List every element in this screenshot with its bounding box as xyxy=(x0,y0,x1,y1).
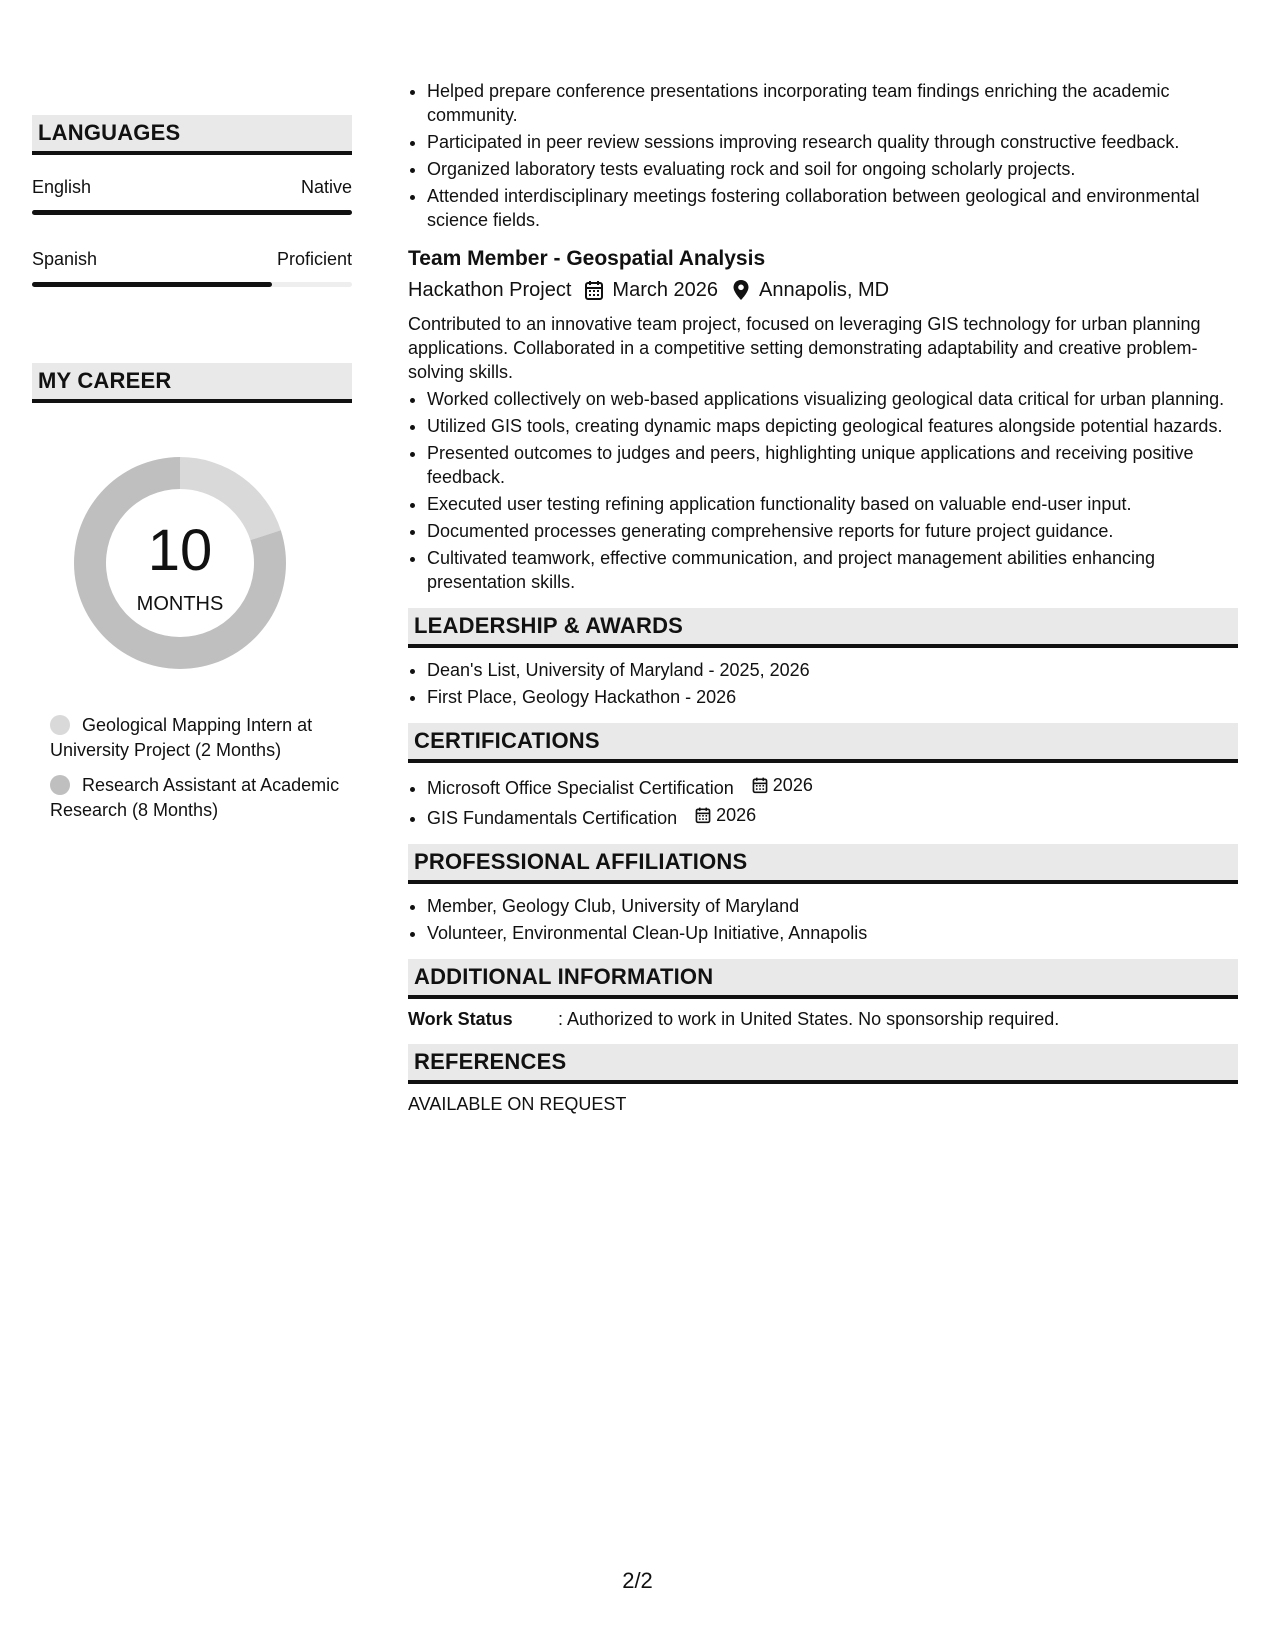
certification-year: 2026 xyxy=(772,775,813,795)
career-legend-label: Research Assistant at Academic Research (8 Months) xyxy=(50,775,340,820)
left-column xyxy=(32,115,352,833)
career-heading: MY CAREER xyxy=(32,363,352,403)
list-item: • Worked collectively on web-based applications visualizing geological data critical for urban planning. xyxy=(427,387,1238,411)
job-bullets xyxy=(408,387,1238,594)
career-total-months: 10 xyxy=(147,518,213,583)
work-status-value: : Authorized to work in United States. No sponsorship required. xyxy=(558,1009,1060,1029)
list-item: • First Place, Geology Hackathon - 2026 xyxy=(427,685,1238,709)
job-location: Annapolis, MD xyxy=(759,279,890,301)
career-legend xyxy=(32,713,350,823)
list-item: • Member, Geology Club, University of Maryland xyxy=(427,894,1238,918)
language-level-bar xyxy=(32,210,352,215)
career-legend-label: Geological Mapping Intern at University Project (2 Months) xyxy=(50,715,313,760)
languages-heading: LANGUAGES xyxy=(32,115,352,155)
list-item: • Helped prepare conference presentations incorporating team findings enriching the academic community. xyxy=(427,79,1238,127)
list-item: • Presented outcomes to judges and peers, highlighting unique applications and receiving positive feedback. xyxy=(427,441,1238,489)
language-level-fill xyxy=(32,282,272,287)
language-level: Native xyxy=(300,177,352,197)
job-description: Contributed to an innovative team project, focused on leveraging GIS technology for urban planning applications. Collaborated in a competitive setting demonstrating adaptability and creative problem-solving skills. xyxy=(408,314,1201,382)
references-text: AVAILABLE ON REQUEST xyxy=(408,1094,627,1114)
language-spanish xyxy=(32,249,352,287)
job-meta xyxy=(408,276,1238,304)
leadership-list xyxy=(408,658,1238,709)
legend-dot-icon xyxy=(50,715,70,735)
additional-info-heading: ADDITIONAL INFORMATION xyxy=(408,959,1238,999)
previous-job-bullets xyxy=(408,79,1238,232)
location-pin-icon xyxy=(730,279,752,301)
certifications-list xyxy=(408,773,1238,830)
list-item: • Dean's List, University of Maryland - 2025, 2026 xyxy=(427,658,1238,682)
right-column xyxy=(408,79,1238,1115)
certifications-heading: CERTIFICATIONS xyxy=(408,723,1238,763)
leadership-heading: LEADERSHIP & AWARDS xyxy=(408,608,1238,648)
page-number: 2/2 xyxy=(622,1568,653,1593)
references-heading: REFERENCES xyxy=(408,1044,1238,1084)
certification-name: Microsoft Office Specialist Certification xyxy=(427,778,734,798)
list-item: • Volunteer, Environmental Clean-Up Initiative, Annapolis xyxy=(427,921,1238,945)
list-item: • Attended interdisciplinary meetings fostering collaboration between geological and environmental science fields. xyxy=(427,184,1238,232)
list-item xyxy=(427,773,1238,800)
work-status-row xyxy=(408,1009,1238,1030)
language-english xyxy=(32,177,352,215)
language-name: English xyxy=(32,177,92,197)
affiliations-list xyxy=(408,894,1238,945)
language-level: Proficient xyxy=(276,249,352,269)
list-item: • Executed user testing refining application functionality based on valuable end-user input. xyxy=(427,492,1238,516)
list-item: • Participated in peer review sessions improving research quality through constructive feedback. xyxy=(427,130,1238,154)
career-legend-item xyxy=(50,713,350,763)
list-item: • Utilized GIS tools, creating dynamic maps depicting geological features alongside potential hazards. xyxy=(427,414,1238,438)
career-donut-chart xyxy=(64,447,296,679)
work-status-label: Work Status xyxy=(408,1009,513,1029)
calendar-icon xyxy=(751,776,769,794)
job-organization: Hackathon Project xyxy=(408,279,572,301)
certification-name: GIS Fundamentals Certification xyxy=(427,808,678,828)
list-item: • Cultivated teamwork, effective communication, and project management abilities enhancing presentation skills. xyxy=(427,546,1238,594)
list-item xyxy=(427,803,1238,830)
job-date: March 2026 xyxy=(612,279,719,301)
language-name: Spanish xyxy=(32,249,98,269)
legend-dot-icon xyxy=(50,775,70,795)
career-legend-item xyxy=(50,773,350,823)
job-title: Team Member - Geospatial Analysis xyxy=(408,247,766,270)
certification-year: 2026 xyxy=(716,805,757,825)
language-level-bar xyxy=(32,282,352,287)
calendar-icon xyxy=(583,279,605,301)
list-item: • Organized laboratory tests evaluating rock and soil for ongoing scholarly projects. xyxy=(427,157,1238,181)
list-item: • Documented processes generating comprehensive reports for future project guidance. xyxy=(427,519,1238,543)
career-total-unit: MONTHS xyxy=(136,593,224,615)
calendar-icon xyxy=(694,806,712,824)
language-level-fill xyxy=(32,210,352,215)
affiliations-heading: PROFESSIONAL AFFILIATIONS xyxy=(408,844,1238,884)
